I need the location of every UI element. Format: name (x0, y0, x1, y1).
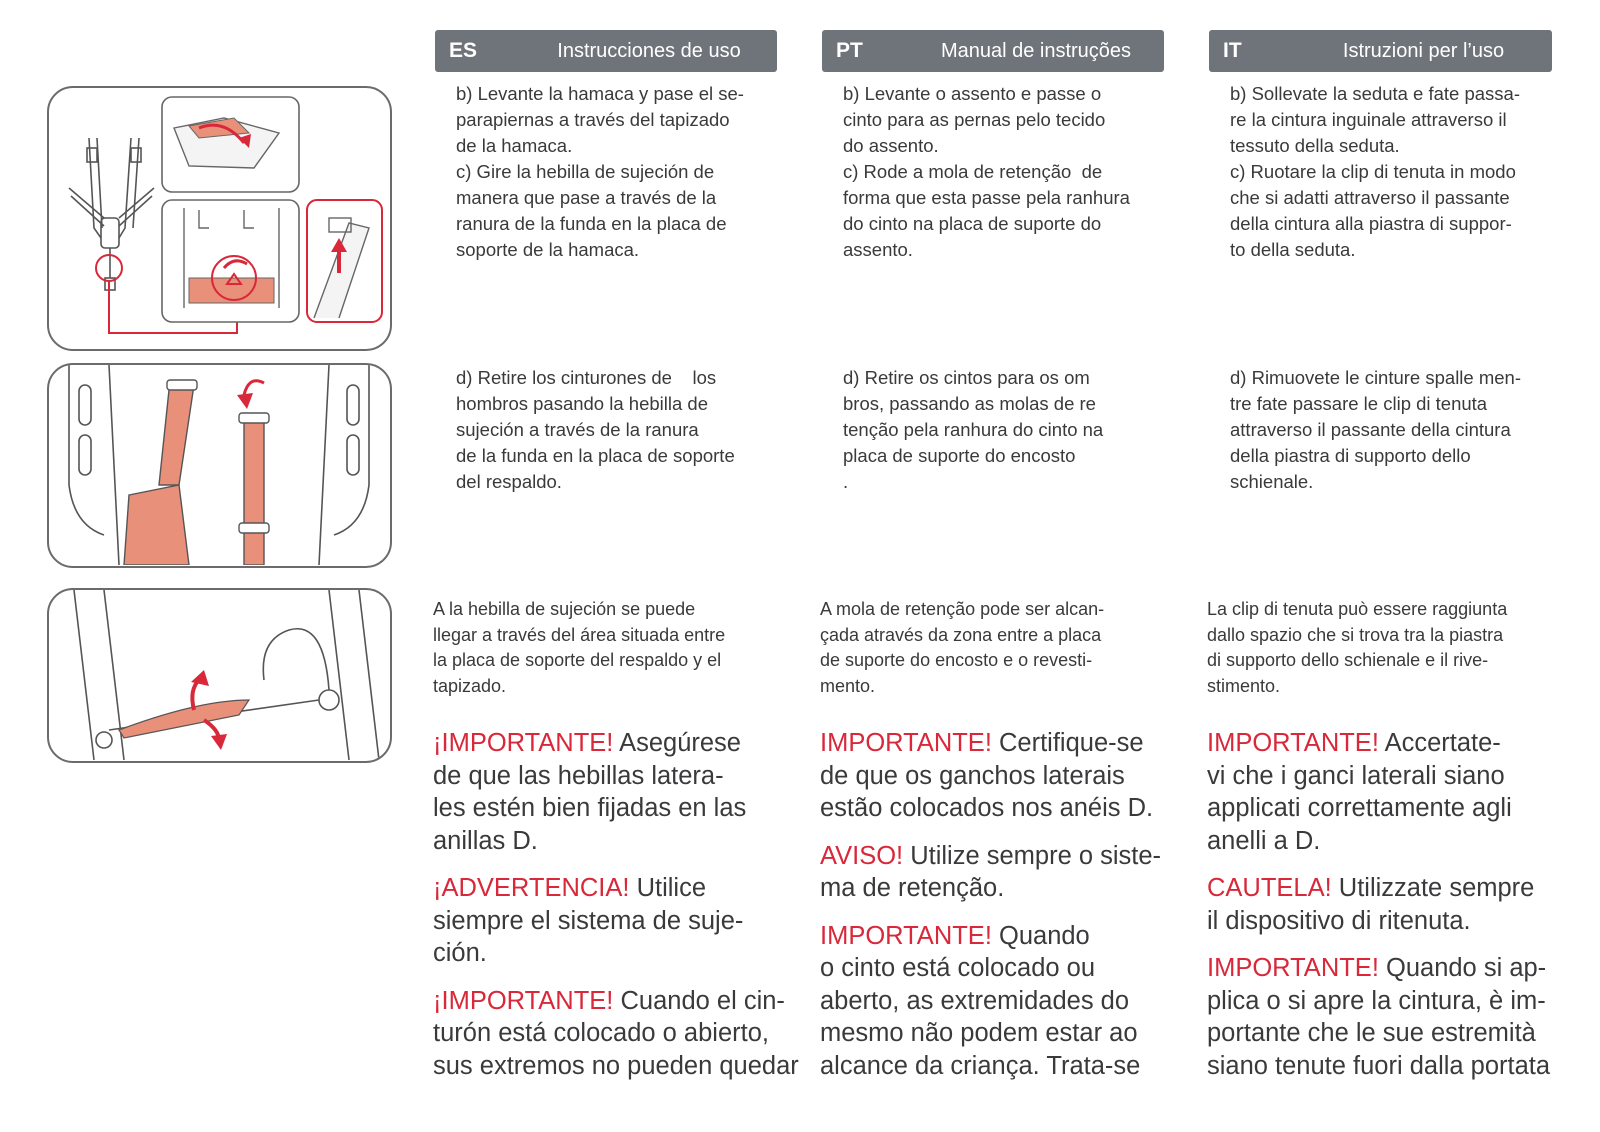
instruction-text: d) Retire los cinturones de los hombros pasando la hebilla de sujeción a través de la ranura de la funda en la placa de soporte del respaldo. (456, 367, 735, 492)
note-it (1207, 597, 1507, 699)
warning-label: IMPORTANTE! (820, 729, 992, 757)
warning-paragraph (433, 727, 799, 857)
clip-access-diagram (49, 590, 389, 760)
illustration-clip-access (47, 588, 392, 763)
warning-paragraph (820, 920, 1161, 1083)
steps-bc-it (1230, 81, 1520, 263)
warning-text: Certifique-se de que os ganchos laterais estão colocados nos anéis D. (820, 729, 1154, 822)
warning-label: ¡IMPORTANTE! (433, 729, 614, 757)
language-code: ES (449, 39, 478, 62)
instruction-text: d) Retire os cintos para os om bros, passando as molas de re tenção pela ranhura do cinto na placa de suporte do encosto . (843, 367, 1104, 492)
buckle-highlight (96, 255, 122, 281)
warning-label: IMPORTANTE! (1207, 729, 1379, 757)
warning-paragraph (1207, 727, 1550, 857)
header-es (435, 30, 777, 72)
warning-paragraph (820, 727, 1161, 825)
step-d-pt (843, 365, 1103, 495)
warning-text: Utilize sempre o siste- ma de retenção. (820, 841, 1162, 902)
note-text: A la hebilla de sujeción se puede llegar a través del área situada entre la placa de soporte del respaldo y el tapizado. (433, 599, 726, 696)
header-it (1209, 30, 1552, 72)
header-pt (822, 30, 1164, 72)
gap-area (119, 700, 249, 738)
warning-text: Quando o cinto está colocado ou aberto, as extremidades do mesmo não podem estar ao alcance da criança. Trata-se (820, 921, 1141, 1080)
warning-text: Asegúrese de que las hebillas latera- les estén bien fijadas en las anillas D. (433, 729, 747, 855)
warning-label: IMPORTANTE! (1207, 954, 1379, 982)
warning-label: CAUTELA! (1207, 874, 1332, 902)
right-strap (244, 415, 264, 565)
shoulder-strap-diagram (49, 365, 389, 565)
warning-label: IMPORTANTE! (820, 921, 992, 950)
warnings-it (1207, 727, 1550, 1097)
section-title: Istruzioni per l’uso (1342, 39, 1505, 62)
warning-label: ¡IMPORTANTE! (433, 986, 614, 1015)
instruction-text: b) Sollevate la seduta e fate passa- re la cintura inguinale attraverso il tessuto della seduta. c) Ruotare la clip di tenuta in modo che si adatti attraverso il passante della cintura alla piastra di suppor- to della seduta. (1230, 83, 1521, 260)
warning-paragraph (433, 872, 799, 970)
warnings-es (433, 727, 799, 1097)
warning-text: Utilizzate sempre il dispositivo di ritenuta. (1207, 874, 1535, 935)
steps-bc-pt (843, 81, 1130, 263)
instruction-text: d) Rimuovete le cinture spalle men- tre fate passare le clip di tenuta attraverso il passante della cintura della piastra di supporto dello schienale. (1230, 367, 1521, 492)
warning-paragraph (1207, 872, 1550, 937)
harness-diagram (49, 88, 389, 348)
warning-text: Accertate- vi che i ganci laterali siano applicati correttamente agli anelli a D. (1207, 729, 1512, 855)
section-title: Manual de instruções (940, 39, 1132, 62)
warning-paragraph (1207, 952, 1550, 1082)
step-d-it (1230, 365, 1521, 495)
warning-paragraph (433, 985, 799, 1083)
step-d-es (456, 365, 735, 495)
note-es (433, 597, 725, 699)
section-title: Instrucciones de uso (557, 39, 741, 62)
warnings-pt (820, 727, 1161, 1097)
warning-label: AVISO! (820, 841, 904, 870)
note-pt (820, 597, 1104, 699)
left-pad (124, 485, 189, 565)
note-text: La clip di tenuta può essere raggiunta dallo spazio che si trova tra la piastra di supporto dello schienale e il rive- stimento. (1207, 599, 1508, 696)
note-text: A mola de retenção pode ser alcan- çada através da zona entre a placa de suporte do encosto e o revesti- mento. (820, 599, 1105, 696)
instruction-text: b) Levante la hamaca y pase el se- parapiernas a través del tapizado de la hamaca. c) Gire la hebilla de sujeción de manera que pase a través de la ranura de la funda en la placa de soporte de la hamaca. (456, 83, 744, 260)
steps-bc-es (456, 81, 744, 263)
left-strap (159, 385, 194, 485)
language-code: IT (1223, 39, 1242, 62)
warning-text: Utilice siempre el sistema de suje- ción. (433, 874, 744, 967)
instruction-text: b) Levante o assento e passe o cinto para as pernas pelo tecido do assento. c) Rode a mola de retenção de forma que esta passe pela ranhura do cinto na placa de suporte do assento. (843, 83, 1130, 260)
warning-text: Quando si ap- plica o si apre la cintura, è im- portante che le sue estremità siano tenute fuori dalla portata (1207, 954, 1551, 1080)
warning-label: ¡ADVERTENCIA! (433, 874, 630, 902)
illustration-shoulder-straps (47, 363, 392, 568)
language-code: PT (836, 39, 863, 62)
illustration-harness-removal (47, 86, 392, 351)
warning-paragraph (820, 840, 1161, 905)
warning-text: Cuando el cin- turón está colocado o abierto, sus extremos no pueden quedar (433, 986, 799, 1080)
